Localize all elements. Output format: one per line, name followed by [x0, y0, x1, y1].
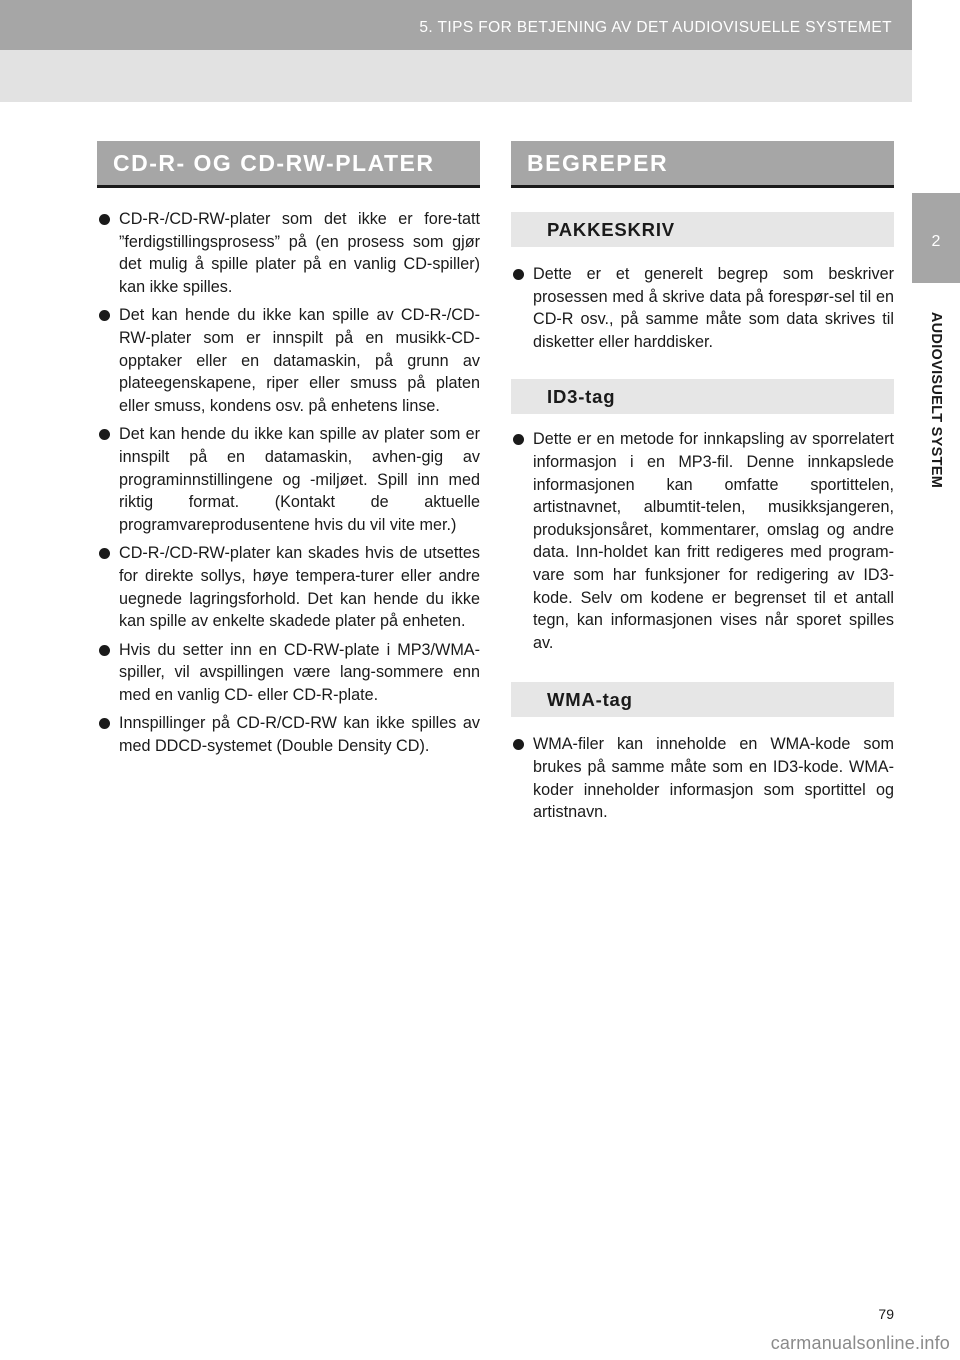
wma-tag-bullet-list: [511, 733, 894, 823]
left-column: [97, 141, 480, 764]
running-head: 5. TIPS FOR BETJENING AV DET AUDIOVISUELLE SYSTEMET: [419, 19, 892, 36]
list-item: Dette er en metode for innkapsling av sporrelatert informasjon i en MP3-fil. Denne innkapslede informasjonen kan omfatte sportittelen, artistnavnet, albumtit-telen, musikksjangeren, produksjonsåret, kommentarer, omslag og andre data. Inn-holdet kan fritt redigeres med program-vare som har funksjoner for redigering av ID3-kode. Selv om kodene er begrenset til et antall tegn, kan informasjonen vises når sporet spilles av.: [511, 428, 894, 654]
page-number: 79: [878, 1306, 894, 1322]
chapter-title: AUDIOVISUELT SYSTEM: [928, 311, 944, 489]
bullet-icon: [99, 548, 110, 559]
list-item: CD-R-/CD-RW-plater som det ikke er fore-tatt ”ferdigstillingsprosess” på (en prosess som gjør det mulig å spille plater på en vanlig CD-spiller) kan ikke spilles.: [97, 208, 480, 298]
list-item: Dette er et generelt begrep som beskriver prosessen med å skrive data på forespør-sel til en CD-R osv., på samme måte som data skrives til disketter eller harddisker.: [511, 263, 894, 353]
list-item: Det kan hende du ikke kan spille av plater som er innspilt på en datamaskin, avhen-gig av programinnstillingene og -miljøet. Spill inn med riktig format. (Kontakt de aktuelle programvareprodusentene hvis du vil vite mer.): [97, 423, 480, 536]
list-item: CD-R-/CD-RW-plater kan skades hvis de utsettes for direkte sollys, høye tempera-turer eller andre uegnede lagringsforhold. Det kan hende du ikke kan spille av enkelte skadede plater på enheten.: [97, 542, 480, 632]
list-item: WMA-filer kan inneholde en WMA-kode som brukes på samme måte som en ID3-kode. WMA-koder inneholder informasjon som sportittel og artistnavn.: [511, 733, 894, 823]
list-item: Innspillinger på CD-R/CD-RW kan ikke spilles av med DDCD-systemet (Double Density CD).: [97, 712, 480, 757]
section-heading-begreper: BEGREPER: [511, 141, 894, 188]
list-item: Det kan hende du ikke kan spille av CD-R-/CD-RW-plater som er innspilt på en musikk-CD-opptaker eller en datamaskin, på grunn av plateegenskapene, riper eller smuss på platen eller smuss, kondens osv. på enhetens linse.: [97, 304, 480, 417]
bullet-icon: [99, 429, 110, 440]
cd-r-bullet-list: [97, 208, 480, 758]
subheading-pakkeskriv: PAKKESKRIV: [511, 212, 894, 247]
bullet-icon: [513, 739, 524, 750]
pakkeskriv-bullet-list: [511, 263, 894, 353]
chapter-number: 2: [931, 233, 941, 250]
bullet-icon: [99, 214, 110, 225]
id3-tag-bullet-list: [511, 428, 894, 654]
bullet-icon: [99, 310, 110, 321]
subheading-wma-tag: WMA-tag: [511, 682, 894, 717]
watermark: carmanualsonline.info: [770, 1333, 950, 1353]
subheading-id3-tag: ID3-tag: [511, 379, 894, 414]
bullet-icon: [513, 269, 524, 280]
right-column: [511, 141, 894, 830]
list-item: Hvis du setter inn en CD-RW-plate i MP3/WMA-spiller, vil avspillingen være lang-sommere enn med en vanlig CD- eller CD-R-plate.: [97, 639, 480, 707]
bullet-icon: [99, 718, 110, 729]
bullet-icon: [99, 645, 110, 656]
section-heading-cd-r: CD-R- OG CD-RW-PLATER: [97, 141, 480, 188]
bullet-icon: [513, 434, 524, 445]
